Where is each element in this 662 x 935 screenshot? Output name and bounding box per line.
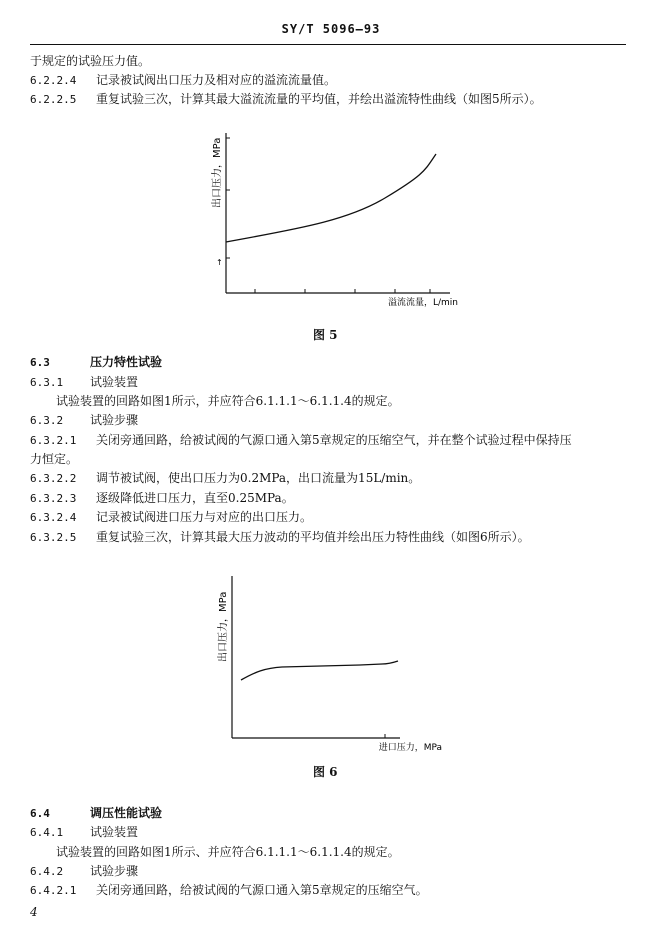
y-axis-label: 出口压力，MPa: [218, 591, 229, 662]
figure-5-caption: 图 5: [313, 328, 338, 342]
header-rule: [30, 44, 626, 45]
clause-6-3-2-4: [30, 508, 312, 525]
clause-text: 记录被试阀进口压力与对应的出口压力。: [96, 510, 313, 524]
clause-6-3-2-2: [30, 469, 420, 486]
clause-number: 6.4.2.1: [30, 884, 77, 897]
clause-text: 重复试验三次，计算其最大压力波动的平均值并绘出压力特性曲线（如图6所示）。: [96, 530, 530, 544]
text-line-2: [30, 71, 336, 88]
subsection-heading: [30, 823, 138, 840]
line-text: 记录被试阀出口压力及相对应的溢流流量值。: [96, 73, 337, 87]
page-header: SY/T 5096—93: [281, 22, 381, 36]
tick-mark: ↑: [216, 258, 223, 267]
paragraph: 试验装置的回路如图1所示、并应符合6.1.1.1～6.1.1.4的规定。: [56, 845, 400, 859]
section-number: 6.4: [30, 807, 50, 820]
clause-number: 6.2.2.5: [30, 93, 77, 106]
section-number: 6.4.1: [30, 826, 64, 839]
section-title: 调压性能试验: [90, 806, 163, 820]
section-heading: [30, 804, 162, 821]
text-line-1: [30, 52, 150, 69]
section-number: 6.3.2: [30, 414, 64, 427]
section-title: 压力特性试验: [90, 355, 163, 369]
section-heading: [30, 353, 162, 370]
clause-number: 6.3.2.3: [30, 492, 77, 505]
subsection-title: 试验装置: [90, 825, 139, 839]
clause-number: 6.3.2.4: [30, 511, 77, 524]
clause-6-3-2-5: [30, 528, 530, 545]
subsection-title: 试验步骤: [90, 413, 139, 427]
clause-number: 6.3.2.2: [30, 472, 77, 485]
clause-number: 6.3.2.1: [30, 434, 77, 447]
clause-text: 调节被试阀，使出口压力为0.2MPa，出口流量为15L/min。: [96, 471, 421, 485]
clause-6-3-2-3: [30, 489, 294, 506]
subsection-heading: [30, 862, 138, 879]
line-text: 重复试验三次，计算其最大溢流流量的平均值，并绘出溢流特性曲线（如图5所示）。: [96, 92, 542, 106]
clause-number: 6.2.2.4: [30, 74, 77, 87]
figure-5-overflow-curve: [195, 118, 485, 313]
y-axis-ticks: [226, 138, 230, 258]
line-text: 于规定的试验压力值。: [30, 54, 151, 68]
clause-text: 关闭旁通回路，给被试阀的气源口通入第5章规定的压缩空气。: [96, 883, 428, 897]
subsection-heading: [30, 373, 138, 390]
section-number: 6.3: [30, 356, 50, 369]
clause-number: 6.3.2.5: [30, 531, 77, 544]
clause-text: 逐级降低进口压力，直至0.25MPa。: [96, 491, 294, 505]
y-axis-label: 出口压力，MPa: [212, 137, 223, 208]
page-number: 4: [30, 905, 38, 919]
clause-6-4-2-1: [30, 881, 428, 898]
figure-6-caption: 图 6: [313, 765, 338, 779]
x-axis-label: 进口压力，MPa: [378, 743, 442, 753]
x-axis-label: 溢流流量，L/min: [387, 298, 458, 308]
overflow-characteristic-curve: [226, 154, 436, 242]
subsection-heading: [30, 411, 138, 428]
figure-6-pressure-curve: [210, 564, 450, 756]
clause-continuation: 力恒定。: [30, 452, 79, 466]
paragraph: 试验装置的回路如图1所示，并应符合6.1.1.1～6.1.1.4的规定。: [56, 394, 400, 408]
pressure-characteristic-curve: [241, 661, 398, 680]
text-line-3: [30, 90, 542, 107]
clause-text: 关闭旁通回路，给被试阀的气源口通入第5章规定的压缩空气，并在整个试验过程中保持压: [96, 433, 572, 447]
section-number: 6.4.2: [30, 865, 64, 878]
clause-6-3-2-1: [30, 431, 572, 448]
subsection-title: 试验步骤: [90, 864, 139, 878]
section-number: 6.3.1: [30, 376, 64, 389]
subsection-title: 试验装置: [90, 375, 139, 389]
